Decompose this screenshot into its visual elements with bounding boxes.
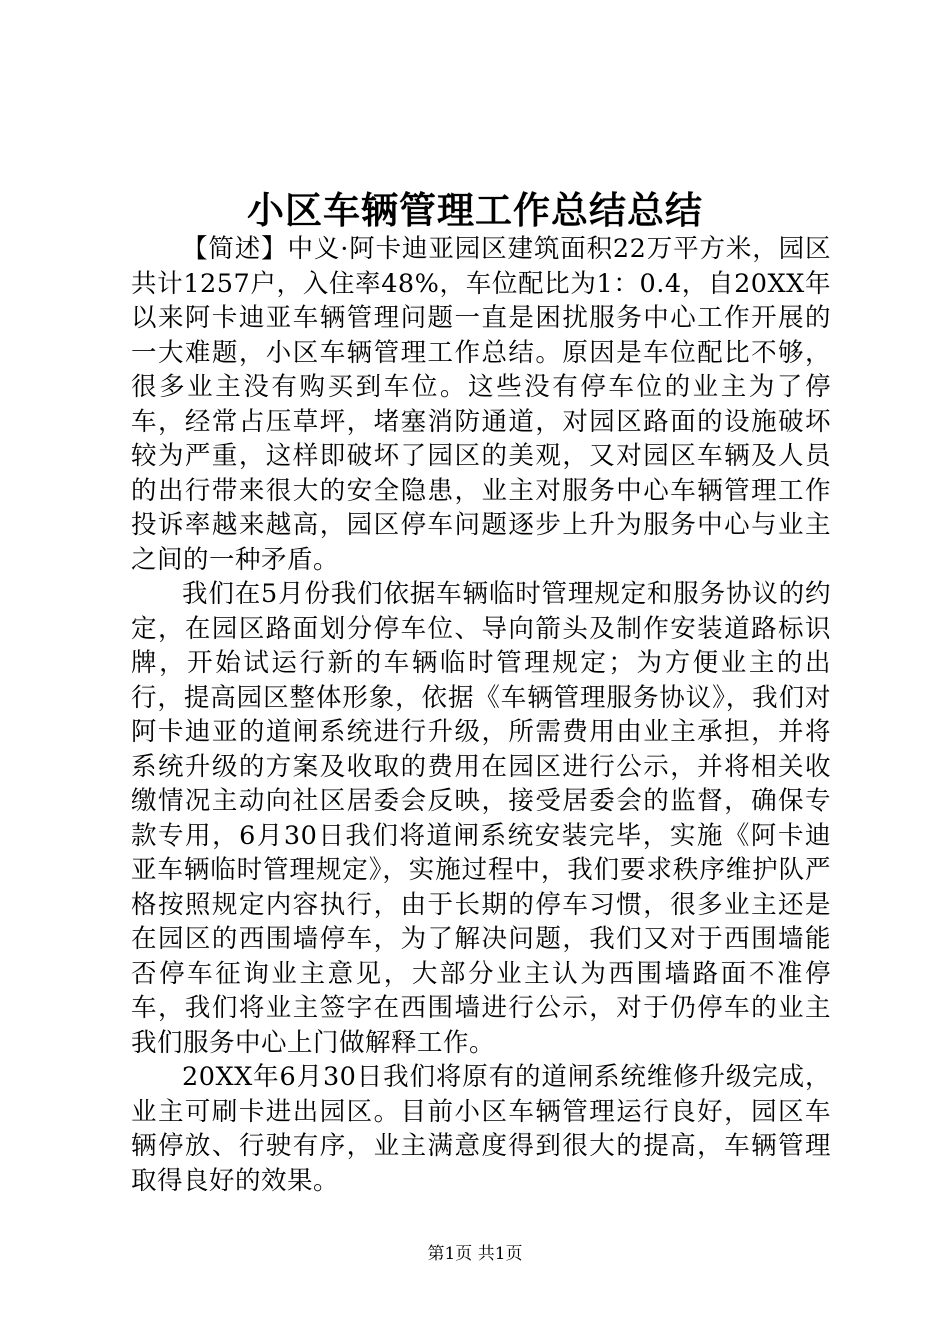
document-body	[131, 232, 831, 1198]
paragraph-summary: 【简述】中义·阿卡迪亚园区建筑面积22万平方米，园区共计1257户，入住率48%，车位配比为1：0.4，自20XX年以来阿卡迪亚车辆管理问题一直是困扰服务中心工作开展的一大难题，小区车辆管理工作总结。原因是车位配比不够，很多业主没有购买到车位。这些没有停车位的业主为了停车，经常占压草坪，堵塞消防通道，对园区路面的设施破坏较为严重，这样即破坏了园区的美观，又对园区车辆及人员的出行带来很大的安全隐患，业主对服务中心车辆管理工作投诉率越来越高，园区停车问题逐步上升为服务中心与业主之间的一种矛盾。	[131, 234, 831, 575]
paragraph-measures: 我们在5月份我们依据车辆临时管理规定和服务协议的约定，在园区路面划分停车位、导向箭头及制作安装道路标识牌，开始试运行新的车辆临时管理规定；为方便业主的出行，提高园区整体形象，依据《车辆管理服务协议》，我们对阿卡迪亚的道闸系统进行升级，所需费用由业主承担，并将系统升级的方案及收取的费用在园区进行公示，并将相关收缴情况主动向社区居委会反映，接受居委会的监督，确保专款专用，6月30日我们将道闸系统安装完毕，实施《阿卡迪亚车辆临时管理规定》，实施过程中，我们要求秩序维护队严格按照规定内容执行，由于长期的停车习惯，很多业主还是在园区的西围墙停车，为了解决问题，我们又对于西围墙能否停车征询业主意见，大部分业主认为西围墙路面不准停车，我们将业主签字在西围墙进行公示，对于仍停车的业主我们服务中心上门做解释工作。	[131, 579, 831, 1058]
page-footer: 第1页 共1页	[427, 1244, 523, 1264]
document-title: 小区车辆管理工作总结总结	[247, 188, 703, 232]
paragraph-result: 20XX年6月30日我们将原有的道闸系统维修升级完成，业主可刷卡进出园区。目前小区车辆管理运行良好，园区车辆停放、行驶有序，业主满意度得到很大的提高，车辆管理取得良好的效果。	[131, 1062, 831, 1196]
